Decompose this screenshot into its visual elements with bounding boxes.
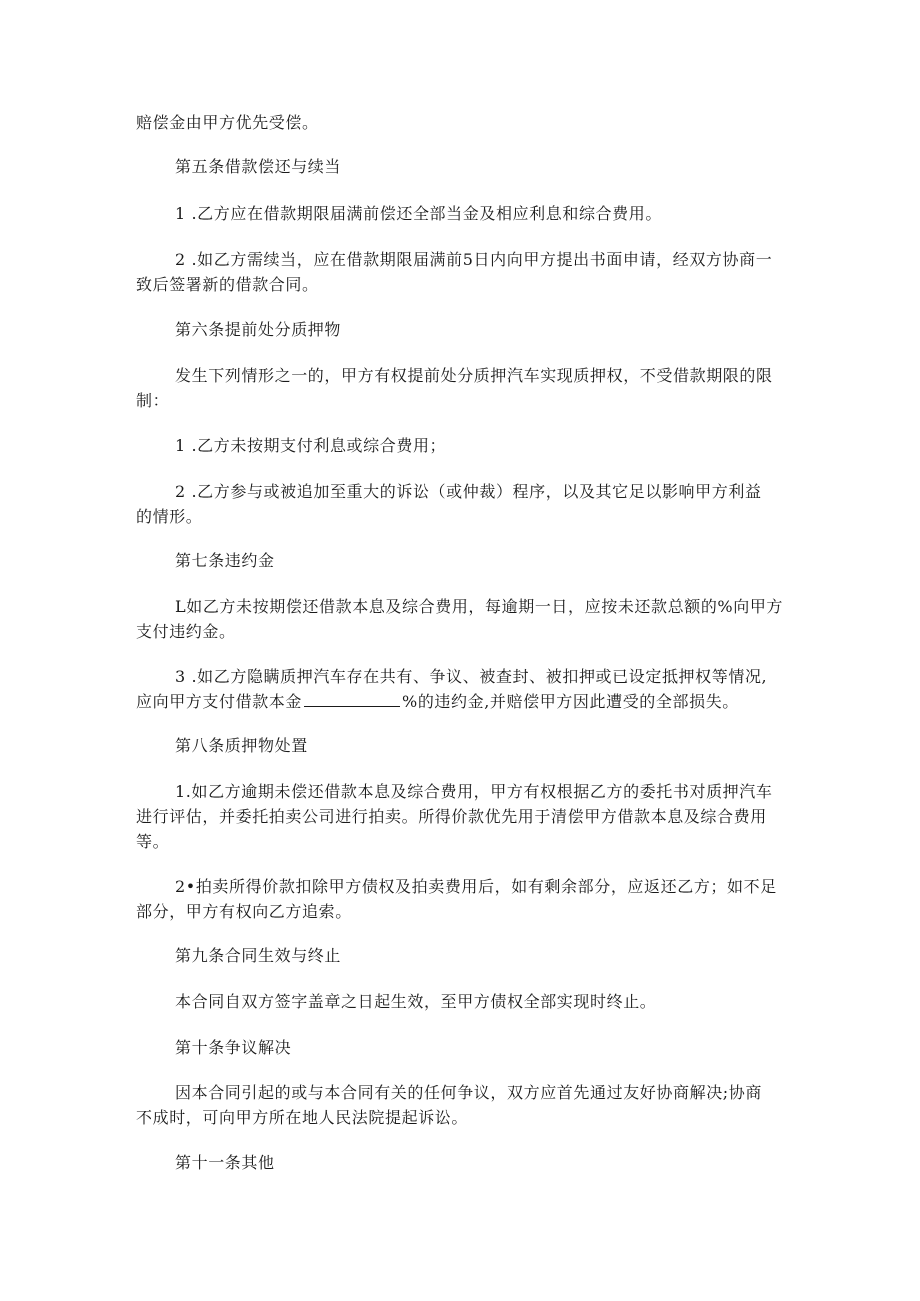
- text-line: 的情形。: [136, 507, 203, 526]
- section-heading: 第六条提前处分质押物: [175, 320, 342, 339]
- text-line: 发生下列情形之一的，甲方有权提前处分质押汽车实现质押权，不受借款期限的限: [175, 366, 773, 385]
- section-heading: 第九条合同生效与终止: [175, 946, 342, 965]
- text-segment: %的违约金,并赔偿甲方因此遭受的全部损失。: [402, 692, 739, 711]
- section-heading: 第八条质押物处置: [175, 736, 308, 755]
- text-line: 致后签署新的借款合同。: [136, 275, 319, 294]
- text-line: 2•拍卖所得价款扣除甲方债权及拍卖费用后，如有剩余部分，应返还乙方；如不足: [175, 877, 777, 896]
- text-line: L如乙方未按期偿还借款本息及综合费用，每逾期一日，应按未还款总额的%向甲方: [175, 597, 784, 616]
- text-line: 1 .乙方未按期支付利息或综合费用；: [175, 436, 447, 455]
- text-segment: 应向甲方支付借款本金: [136, 692, 303, 711]
- text-line: 进行评估，并委托拍卖公司进行拍卖。所得价款优先用于清偿甲方借款本息及综合费用: [136, 807, 767, 826]
- text-line: 因本合同引起的或与本合同有关的任何争议，双方应首先通过友好协商解决;协商: [175, 1083, 762, 1102]
- section-heading: 第十一条其他: [175, 1153, 275, 1172]
- section-heading: 第七条违约金: [175, 551, 275, 570]
- section-heading: 第十条争议解决: [175, 1038, 292, 1057]
- text-line: 3 .如乙方隐瞒质押汽车存在共有、争议、被查封、被扣押或已设定抵押权等情况,: [175, 667, 768, 686]
- text-line: 2 .如乙方需续当，应在借款期限届满前5日内向甲方提出书面申请，经双方协商一: [175, 250, 773, 269]
- text-line: 赔偿金由甲方优先受偿。: [136, 113, 319, 132]
- text-line: 1 .乙方应在借款期限届满前偿还全部当金及相应利息和综合费用。: [175, 204, 662, 223]
- text-line-with-blank: [136, 692, 739, 712]
- text-line: 制：: [136, 391, 170, 410]
- text-line: 1.如乙方逾期未偿还借款本息及综合费用，甲方有权根据乙方的委托书对质押汽车: [175, 782, 773, 801]
- text-line: 不成时，可向甲方所在地人民法院提起诉讼。: [136, 1108, 469, 1127]
- section-heading: 第五条借款偿还与续当: [175, 157, 342, 176]
- text-line: 部分，甲方有权向乙方追索。: [136, 902, 352, 921]
- text-line: 支付违约金。: [136, 622, 236, 641]
- text-line: 本合同自双方签字盖章之日起生效，至甲方债权全部实现时终止。: [175, 992, 657, 1011]
- text-line: 2 .乙方参与或被追加至重大的诉讼（或仲裁）程序，以及其它足以影响甲方利益: [175, 482, 762, 501]
- fill-in-blank: [304, 692, 400, 707]
- text-line: 等。: [136, 832, 170, 851]
